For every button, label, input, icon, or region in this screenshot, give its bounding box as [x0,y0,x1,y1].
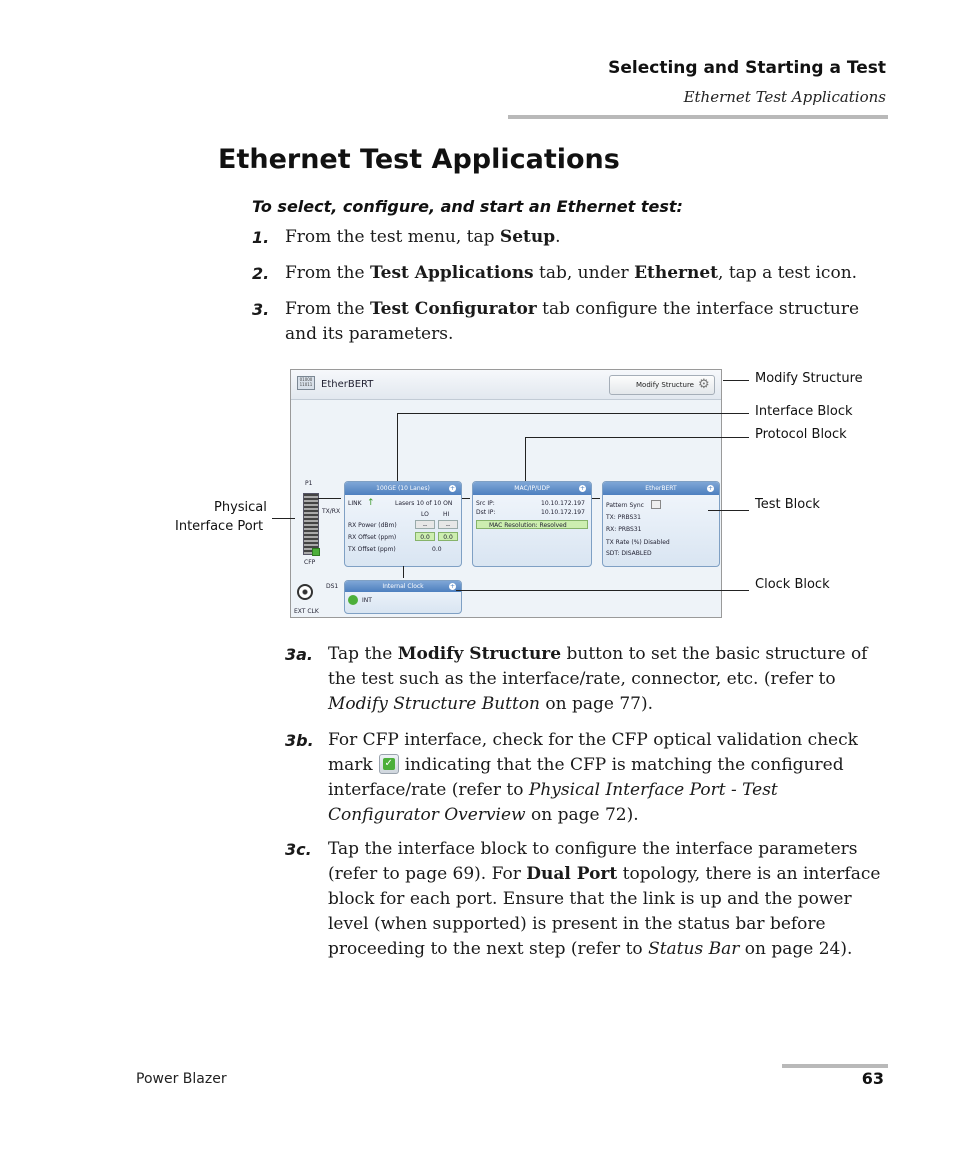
interface-block-header: 100GE (10 Lanes) + [345,482,461,495]
tx-pattern: TX: PRBS31 [606,514,641,521]
port-to-interface-arrow [318,498,341,499]
modify-structure-label: Modify Structure [636,381,694,389]
dst-ip-value: 10.10.172.197 [541,509,585,516]
src-ip-value: 10.10.172.197 [541,500,585,507]
callout-line-interface-v [397,413,398,481]
protocol-block[interactable] [472,481,592,567]
substep-number: 3c. [285,840,312,859]
mac-resolution-status: MAC Resolution: Resolved [476,520,588,529]
ext-clk-connector-icon [297,584,313,600]
callout-line-test [708,510,749,511]
ext-clk-label: EXT CLK [294,608,319,615]
callout-clock-block: Clock Block [755,577,830,592]
callout-interface-block: Interface Block [755,404,853,419]
dst-ip-label: Dst IP: [476,509,496,516]
callout-test-block: Test Block [755,497,820,512]
footer-product: Power Blazer [136,1071,227,1087]
step-number: 3. [252,300,270,319]
running-header-subtitle: Ethernet Test Applications [683,88,886,106]
callout-modify-structure: Modify Structure [755,371,863,386]
clock-block[interactable] [344,580,462,614]
expand-icon[interactable]: + [707,485,714,492]
sdt-status: SDT: DISABLED [606,550,652,557]
pattern-sync-label: Pattern Sync [606,502,644,509]
callout-line-protocol-v [525,437,526,481]
callout-line-protocol-h [525,437,749,438]
procedure-title: To select, configure, and start an Ethernet test: [252,197,683,216]
app-title: EtherBERT [321,379,374,390]
expand-icon[interactable]: + [449,485,456,492]
rx-offset-hi: 0.0 [438,532,458,541]
callout-physical-line1: Physical [214,500,267,515]
tx-offset-value: 0.0 [432,546,442,553]
test-block[interactable] [602,481,720,567]
step-text: From the test menu, tap Setup. [285,227,561,247]
step-number: 2. [252,264,270,283]
rx-offset-lo: 0.0 [415,532,435,541]
protocol-to-test-arrow [592,498,600,499]
substep-text: For CFP interface, check for the CFP optical validation check mark ✓ indicating that the CFP is matching the configured interface/rate (refer to Physical Interface Port - Test Configurator Overview on page 72). [328,730,858,825]
app-title-bar [291,370,721,400]
expand-icon[interactable]: + [579,485,586,492]
src-ip-label: Src IP: [476,500,495,507]
substep-number: 3a. [285,645,314,664]
interface-block[interactable] [344,481,462,567]
cfp-label: CFP [304,559,316,566]
clock-block-header: Internal Clock + [345,581,461,592]
substep-number: 3b. [285,731,314,750]
protocol-block-header: MAC/IP/UDP + [473,482,591,495]
substep-text: Tap the interface block to configure the interface parameters (refer to page 69). For Dual Port topology, there is an interface block for each port. Ensure that the link is up and the power level (when supported) is present in the status bar before proceeding to the next step (refer to Status Bar on page 24). [328,839,881,959]
page-heading: Ethernet Test Applications [218,144,620,175]
header-rule [508,115,888,119]
running-header-title: Selecting and Starting a Test [608,58,886,78]
footer-rule [782,1064,888,1068]
interface-to-protocol-arrow [462,498,470,499]
lasers-status: Lasers 10 of 10 ON [395,500,453,507]
substep-text: Tap the Modify Structure button to set the basic structure of the test such as the interface/rate, connector, etc. (refer to Modify Structure Button on page 77). [328,644,868,714]
tx-rate: TX Rate (%) Disabled [606,539,670,546]
cfp-port-icon[interactable] [303,493,319,555]
app-logo-icon: 01000 11011 [297,376,315,390]
test-block-header: EtherBERT + [603,482,719,495]
check-mark-icon: ✓ [379,754,399,774]
port-label: P1 [305,480,313,487]
hi-header: HI [443,511,450,518]
rx-offset-label: RX Offset (ppm) [348,534,397,541]
rx-power-lo: -- [415,520,435,529]
rx-pattern: RX: PRBS31 [606,526,642,533]
expand-icon[interactable]: + [449,583,456,590]
callout-protocol-block: Protocol Block [755,427,847,442]
link-label: LINK [348,500,362,507]
rx-power-hi: -- [438,520,458,529]
rx-power-label: RX Power (dBm) [348,522,397,529]
test-configurator-screenshot [290,369,722,618]
clock-to-interface-arrow [403,566,404,578]
step-number: 1. [252,228,270,247]
callout-physical-line2: Interface Port [175,519,264,534]
callout-line-clock [456,590,749,591]
callout-line-interface-h [397,413,749,414]
gear-icon: ⚙ [698,377,710,392]
validation-check-icon [312,548,320,556]
step-text: From the Test Applications tab, under Ethernet, tap a test icon. [285,263,858,283]
link-up-icon: ↑ [367,498,375,508]
callout-line-modify [723,380,749,381]
lo-header: LO [421,511,429,518]
txrx-label: TX/RX [322,508,341,515]
callout-line-physical [272,518,295,519]
modify-structure-button[interactable] [609,375,715,395]
step-text: From the Test Configurator tab configure the interface structure and its parameters. [285,299,860,344]
ds1-label: DS1 [326,583,339,590]
clock-value: INT [362,597,372,604]
page-number: 63 [861,1069,884,1088]
clock-icon [348,595,358,605]
pattern-sync-indicator [651,500,661,509]
tx-offset-label: TX Offset (ppm) [348,546,396,553]
